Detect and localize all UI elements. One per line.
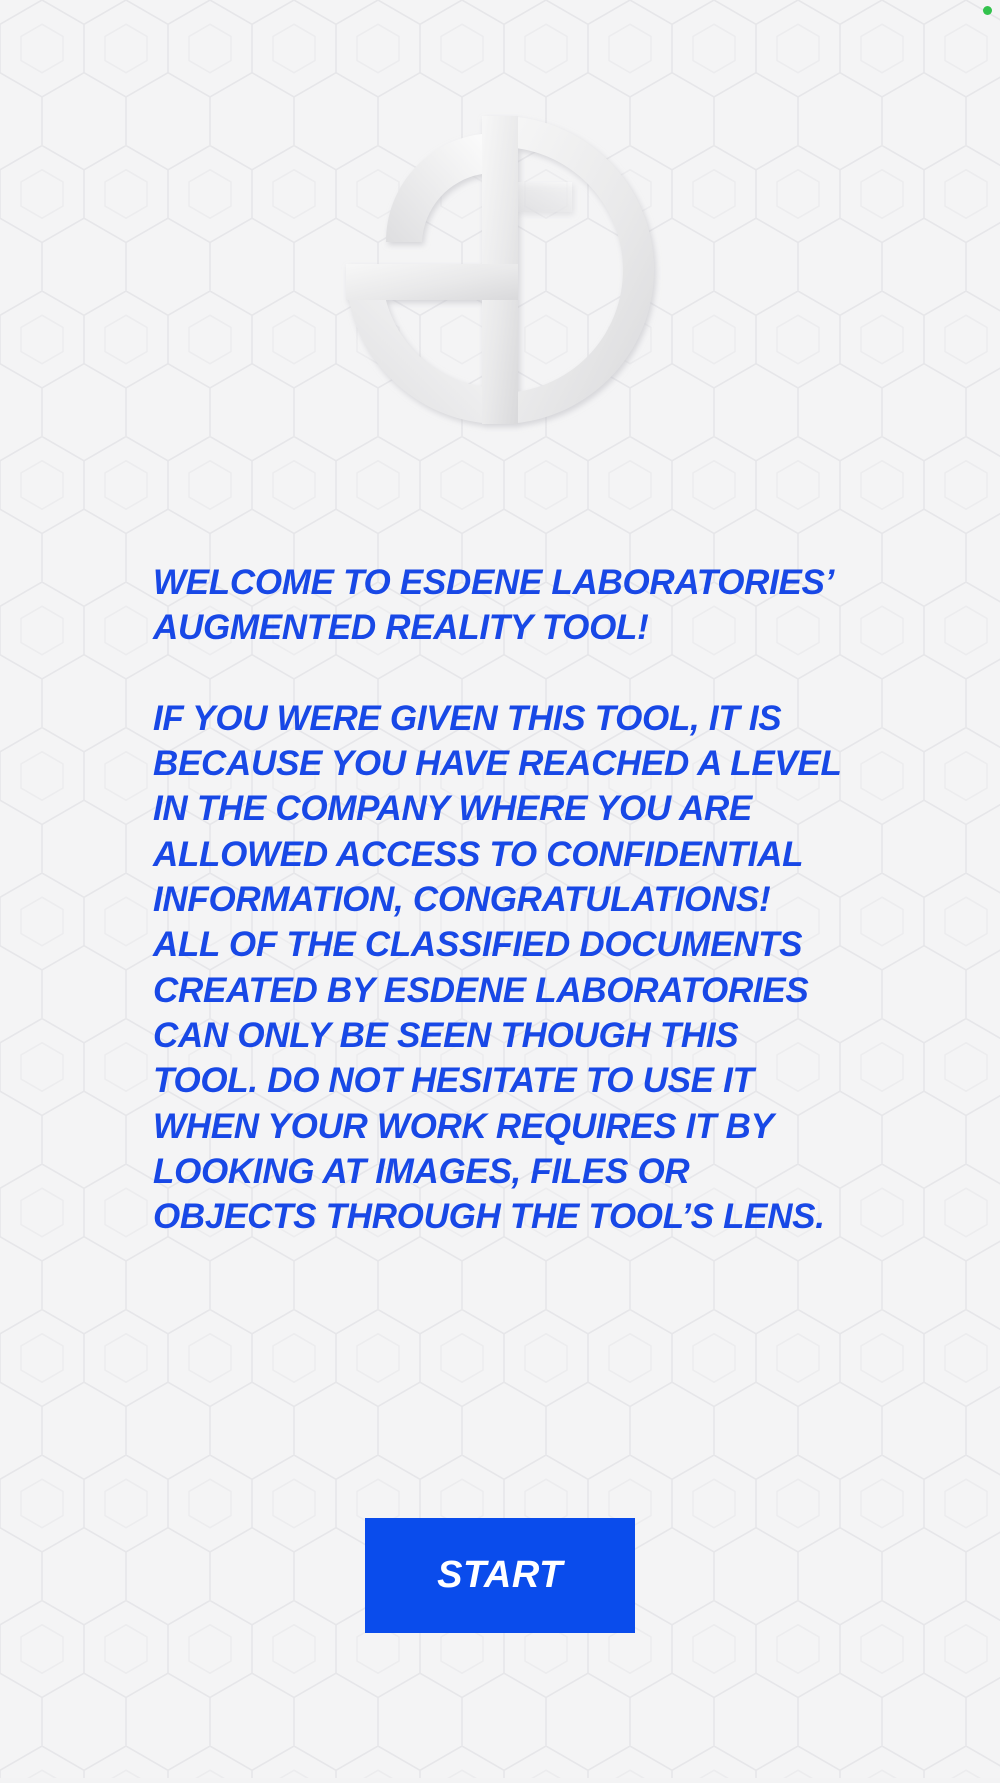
welcome-body-line: IF YOU WERE GIVEN THIS TOOL, IT IS	[153, 698, 782, 738]
welcome-body-line: LOOKING AT IMAGES, FILES OR	[153, 1151, 690, 1191]
welcome-heading-line: AUGMENTED REALITY TOOL!	[153, 608, 649, 648]
welcome-body-line: ALL OF THE CLASSIFIED DOCUMENTS	[153, 925, 803, 965]
welcome-body-line: CAN ONLY BE SEEN THOUGH THIS	[153, 1015, 739, 1055]
welcome-body-line: WHEN YOUR WORK REQUIRES IT BY	[153, 1106, 774, 1146]
camera-active-dot-icon	[983, 6, 992, 15]
welcome-body-line: TOOL. DO NOT HESITATE TO USE IT	[153, 1061, 754, 1101]
esdene-laboratories-logo-icon	[346, 116, 654, 424]
start-button[interactable]	[365, 1518, 635, 1633]
welcome-body-line: OBJECTS THROUGH THE TOOL’S LENS.	[153, 1197, 825, 1237]
welcome-body	[153, 696, 853, 1240]
welcome-body-line: INFORMATION, CONGRATULATIONS!	[153, 880, 771, 920]
start-button-label: START	[437, 1554, 563, 1596]
paragraph-spacer	[153, 651, 853, 696]
welcome-body-line: BECAUSE YOU HAVE REACHED A LEVEL	[153, 744, 842, 784]
welcome-heading-line: WELCOME TO ESDENE LABORATORIES’	[153, 563, 835, 602]
welcome-heading	[153, 560, 853, 651]
welcome-body-line: CREATED BY ESDENE LABORATORIES	[153, 970, 809, 1010]
welcome-message	[153, 560, 853, 1239]
welcome-body-line: IN THE COMPANY WHERE YOU ARE	[153, 789, 752, 829]
welcome-body-line: ALLOWED ACCESS TO CONFIDENTIAL	[153, 834, 804, 874]
